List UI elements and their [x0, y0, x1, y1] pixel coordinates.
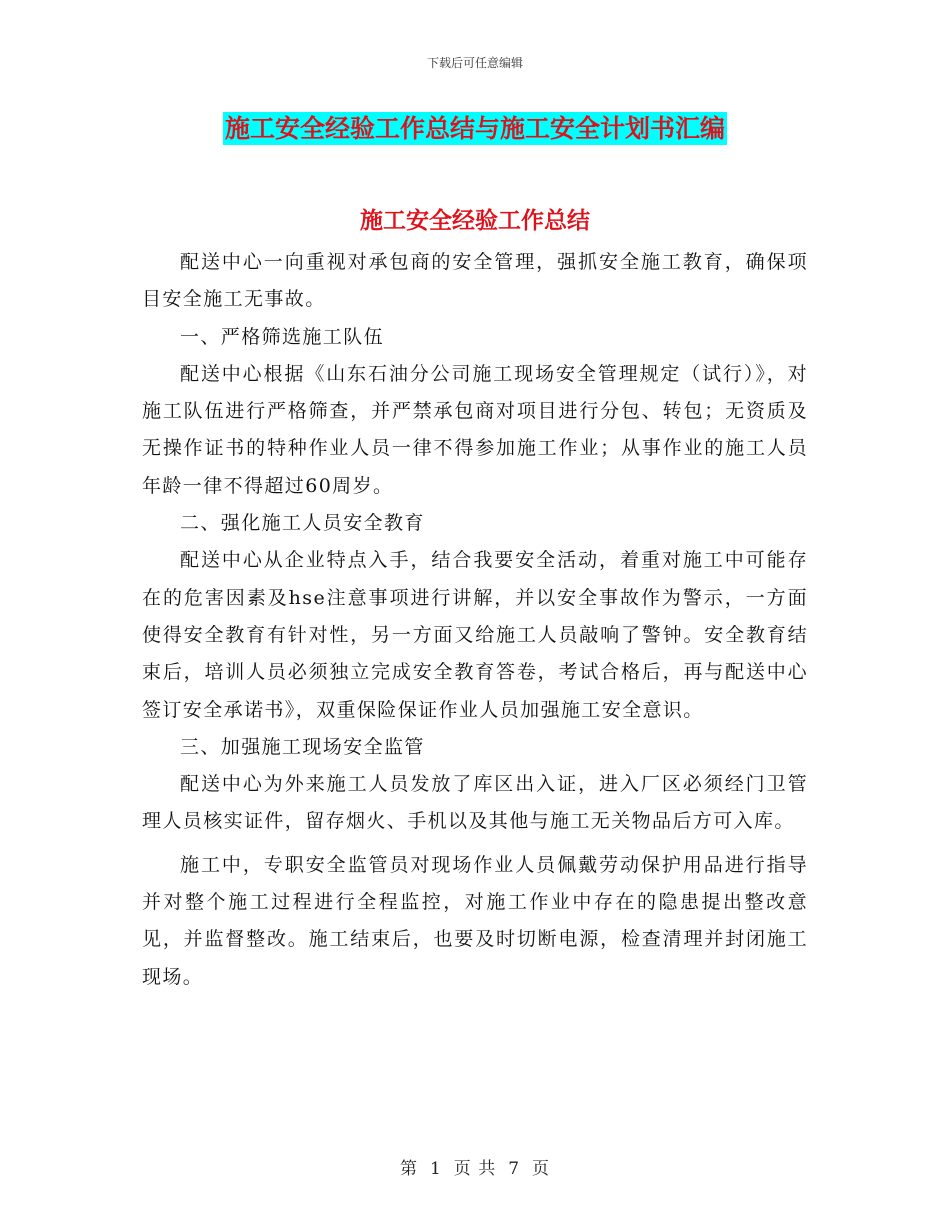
footer-current-page: 1: [429, 1159, 442, 1179]
footer-prefix: 第: [399, 1159, 418, 1179]
paragraph-3: 配送中心为外来施工人员发放了库区出入证，进入厂区必须经门卫管理人员核实证件，留存烟火、手机以及其他与施工无关物品后方可入库。: [142, 773, 808, 833]
heading-2: 二、强化施工人员安全教育: [180, 512, 425, 535]
paragraph-intro: 配送中心一向重视对承包商的安全管理，强抓安全施工教育，确保项目安全施工无事故。: [142, 251, 808, 311]
section-title: 施工安全经验工作总结: [360, 207, 590, 234]
heading-3: 三、加强施工现场安全监管: [180, 735, 425, 758]
main-title-wrap: [0, 112, 950, 145]
page-footer: [0, 1154, 950, 1179]
paragraph-4: 施工中，专职安全监管员对现场作业人员佩戴劳动保护用品进行指导并对整个施工过程进行全程监控，对施工作业中存在的隐患提出整改意见，并监督整改。施工结束后，也要及时切断电源，检查清理并封闭施工现场。: [142, 853, 808, 988]
footer-middle: 页 共: [453, 1159, 497, 1179]
paragraph-2: 配送中心从企业特点入手，结合我要安全活动，着重对施工中可能存在的危害因素及hse注意事项进行讲解，并以安全事故作为警示，一方面使得安全教育有针对性，另一方面又给施工人员敲响了警钟。安全教育结束后，培训人员必须独立完成安全教育答卷，考试合格后，再与配送中心签订安全承诺书》，双重保险保证作业人员加强施工安全意识。: [142, 549, 808, 721]
footer-total-pages: 7: [508, 1159, 521, 1179]
body-text: [142, 244, 808, 996]
heading-1: 一、严格筛选施工队伍: [180, 325, 385, 348]
footer-suffix: 页: [532, 1159, 551, 1179]
document-title: 施工安全经验工作总结与施工安全计划书汇编: [224, 114, 725, 143]
header-note: 下载后可任意编辑: [426, 56, 523, 70]
paragraph-1: 配送中心根据《山东石油分公司施工现场安全管理规定（试行）》，对施工队伍进行严格筛查，并严禁承包商对项目进行分包、转包；无资质及无操作证书的特种作业人员一律不得参加施工作业；从事作业的施工人员年龄一律不得超过60周岁。: [142, 362, 808, 497]
